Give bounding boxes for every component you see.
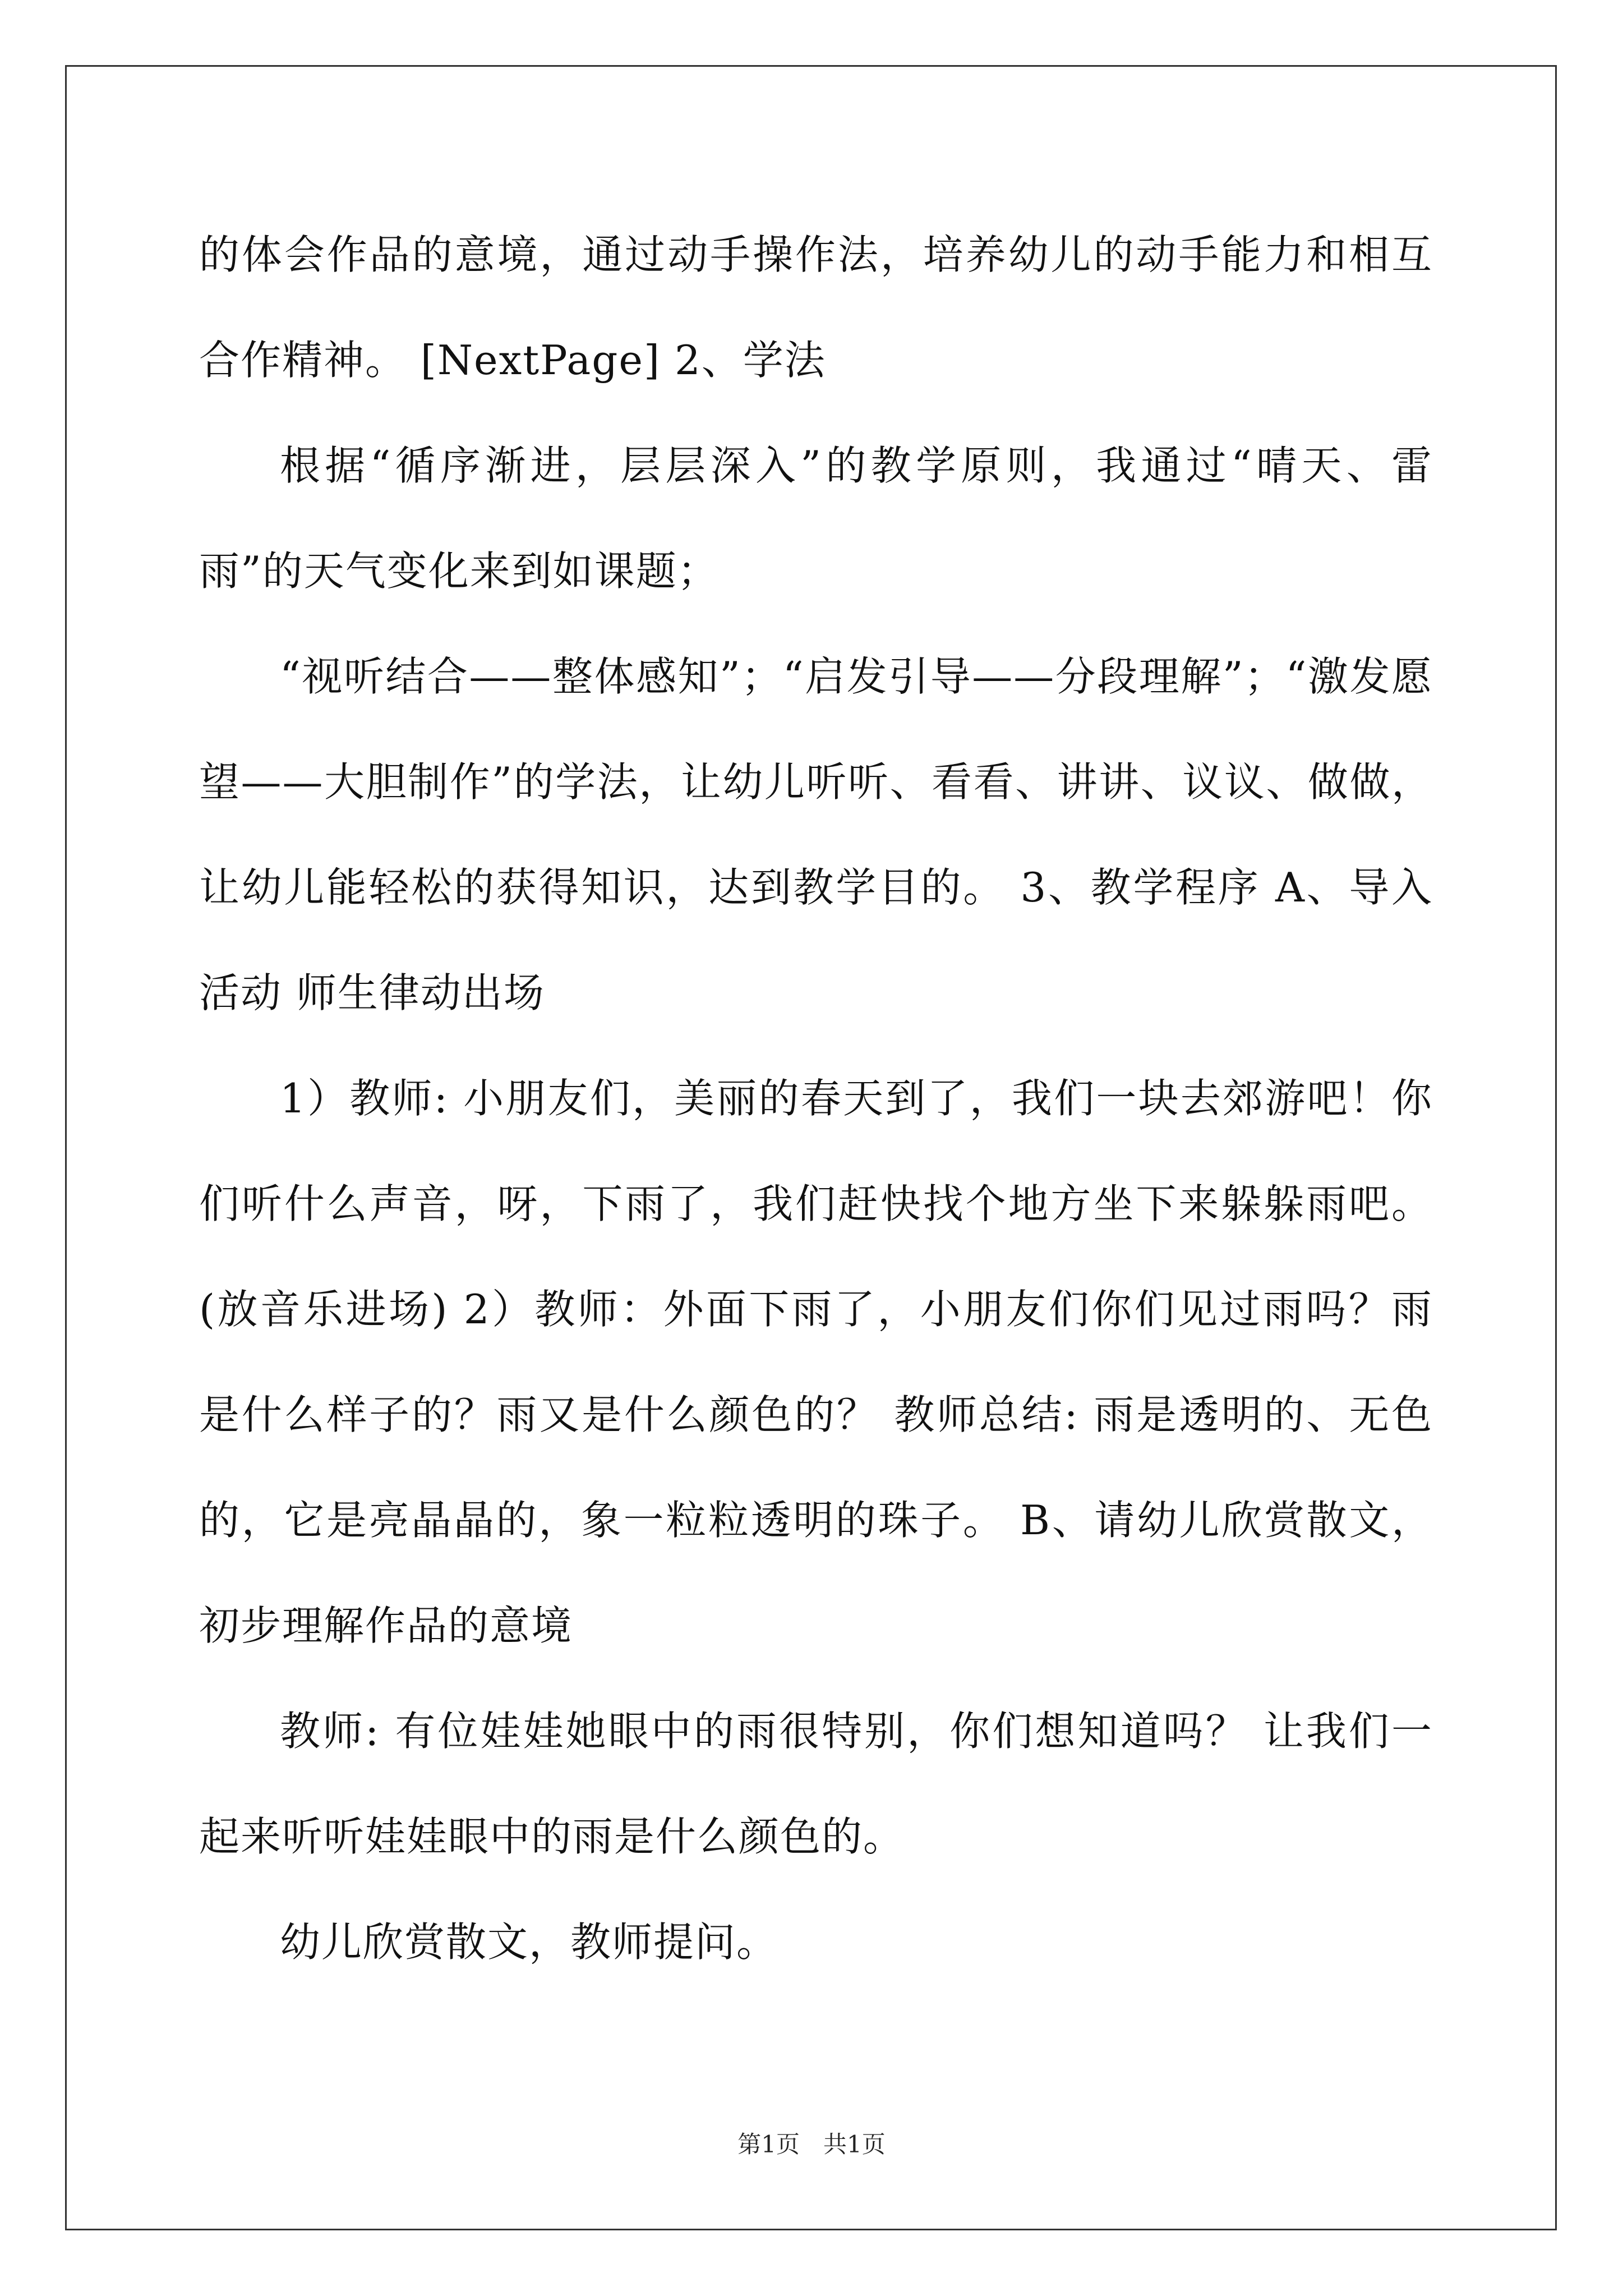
document-body bbox=[199, 202, 1433, 1995]
page-number-footer: 第1页 共1页 bbox=[737, 2131, 886, 2158]
paragraph: 1）教师: 小朋友们，美丽的春天到了，我们一块去郊游吧！你们听什么声音，呀，下雨了，我们赶快找个地方坐下来躲躲雨吧。(放音乐进场) 2）教师：外面下雨了，小朋友们你们见过雨吗？雨是什么样子的？雨又是什么颜色的？ 教师总结: 雨是透明的、无色的，它是亮晶晶的，象一粒粒透明的珠子。 B、请幼儿欣赏散文，初步理解作品的意境 bbox=[199, 1075, 1433, 1649]
paragraph: 根据“循序渐进，层层深入”的教学原则，我通过“晴天、雷雨”的天气变化来到如课题； bbox=[199, 442, 1433, 595]
paragraph: 幼儿欣赏散文，教师提问。 bbox=[280, 1918, 778, 1966]
paragraph: “视听结合——整体感知”；“启发引导——分段理解”；“激发愿望——大胆制作”的学法，让幼儿听听、看看、讲讲、议议、做做，让幼儿能轻松的获得知识，达到教学目的。 3、教学程序 A、导入活动 师生律动出场 bbox=[199, 653, 1433, 1016]
paragraph: 教师: 有位娃娃她眼中的雨很特别，你们想知道吗？ 让我们一起来听听娃娃眼中的雨是什么颜色的。 bbox=[199, 1708, 1433, 1860]
paragraph: 的体会作品的意境，通过动手操作法，培养幼儿的动手能力和相互合作精神。 [NextPage] 2、学法 bbox=[199, 231, 1433, 384]
